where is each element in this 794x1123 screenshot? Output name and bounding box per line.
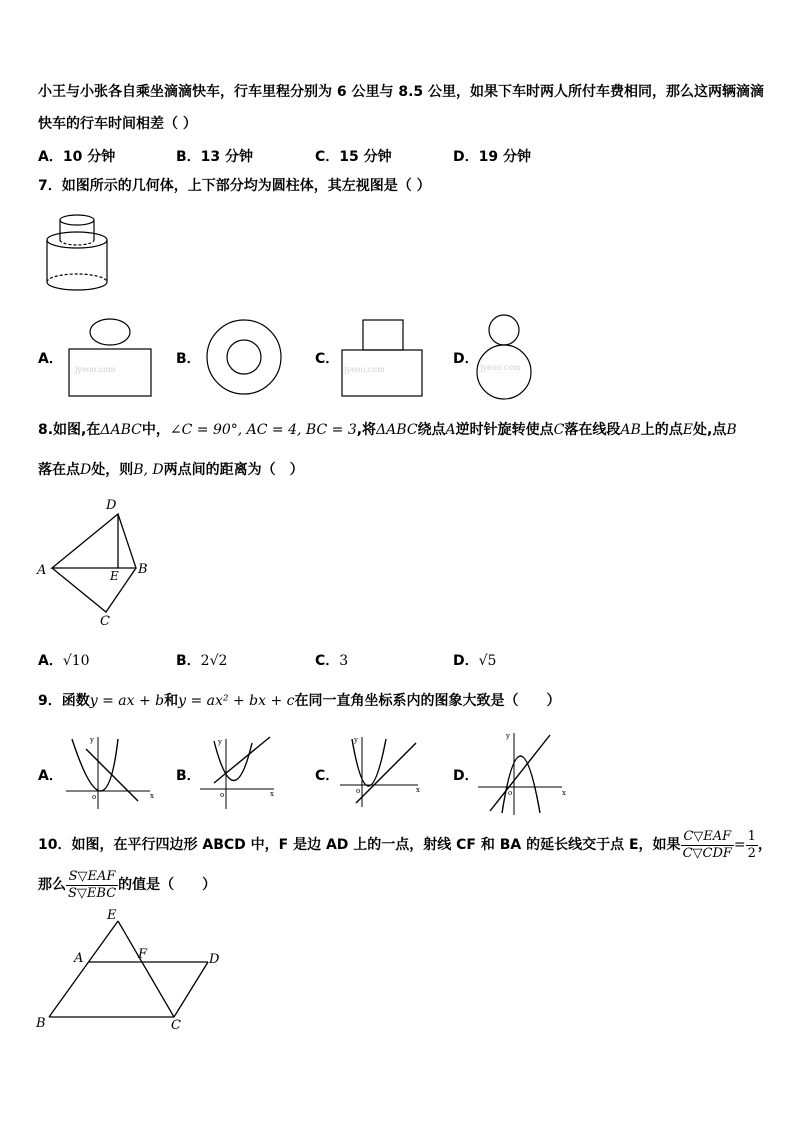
q6-stem-line2: 快车的行车时间相差（ ） [38,116,197,132]
q8-stem-line2: 落在点D处，则B, D两点间的距离为（ ） [38,462,304,478]
q9-label-a: A． [38,768,63,784]
point-b-label: B [36,1016,46,1031]
q9-graph-c [336,733,426,813]
point-f-label: F [138,947,148,962]
q6-option-b: B．13 分钟 [176,149,254,165]
q8-option-c: C．3 [315,653,349,669]
q10-figure [34,906,226,1032]
q8-option-b: B．2√2 [176,653,228,669]
q7-option-c-figure [338,318,428,400]
q9-graph-d [474,727,570,819]
watermark: jyeoo.com [75,365,116,374]
q7-option-d-figure [476,312,546,404]
q9-label-b: B． [176,768,201,784]
q7-option-b-figure [204,318,284,398]
q6-option-d: D．19 分钟 [453,149,531,165]
q8-figure [34,494,164,629]
q8-option-d: D．√5 [453,653,497,669]
x-axis-label: x [150,792,154,800]
watermark: jyeoo.com [344,365,385,374]
point-c-label: C [100,614,110,629]
q9-label-d: D． [453,768,479,784]
y-axis-label: y [90,736,94,744]
x-axis-label: x [270,790,274,798]
q7-option-a-figure [65,316,157,400]
point-e-label: E [110,569,119,583]
q9-graph-a [62,733,158,813]
q6-option-a: A．10 分钟 [38,149,116,165]
q6-stem-line1: 小王与小张各自乘坐滴滴快车，行车里程分别为 6 公里与 8.5 公里，如果下车时两人所付车费相同，那么这两辆滴滴 [38,84,765,100]
y-axis-label: y [218,738,222,746]
watermark: jyeoo.com [480,363,521,372]
point-a-label: A [37,563,47,578]
x-axis-label: x [416,786,420,794]
q7-stem: 7．如图所示的几何体，上下部分均为圆柱体，其左视图是（ ） [38,178,431,194]
q7-label-d: D． [453,351,479,367]
q9-stem: 9．函数y = ax + b和y = ax² + bx + c在同一直角坐标系内的图象大致是（ ） [38,693,561,709]
point-e-label: E [107,908,117,923]
x-axis-label: x [562,789,566,797]
origin-label: o [508,789,513,797]
point-d-label: D [209,952,220,967]
origin-label: o [356,787,361,795]
q8-stem-line1: 8.如图,在ΔABC中，∠C = 90°, AC = 4, BC = 3,将ΔABC绕点A逆时针旋转使点C落在线段AB上的点E处,点B [38,422,737,438]
area-ratio-fraction: $\frac{\text{S▽EAF}}{\text{S▽EBC}}$ [68,868,117,901]
origin-label: o [92,793,97,801]
point-d-label: D [106,498,117,513]
point-c-label: C [171,1018,181,1032]
q9-label-c: C． [315,768,340,784]
q7-solid-figure [40,208,120,298]
one-half-fraction: $\frac{1}{2}$ [747,828,756,861]
q10-stem-line2: 那么 $\frac{\text{S▽EAF}}{\text{S▽EBC}}$ 的值是（ ） [38,868,217,901]
q7-label-c: C． [315,351,340,367]
origin-label: o [220,791,225,799]
q8-option-a: A．√10 [38,653,90,669]
q6-option-c: C．15 分钟 [315,149,392,165]
point-b-label: B [138,562,148,577]
perimeter-ratio-fraction: $\frac{\text{C▽EAF}}{\text{C▽CDF}}$ [682,828,732,861]
y-axis-label: y [506,732,510,740]
q10-stem-line1: 10．如图，在平行四边形 ABCD 中，F 是边 AD 上的一点，射线 CF 和 BA 的延长线交于点 E，如果 $\frac{\text{C▽EAF}}{\text{C▽CDF}}$ = $\frac{1}{2}$ ， [38,828,772,861]
q9-graph-b [196,733,282,813]
y-axis-label: y [354,736,358,744]
point-a-label: A [74,951,84,966]
q7-label-b: B． [176,351,201,367]
q7-label-a: A． [38,351,63,367]
